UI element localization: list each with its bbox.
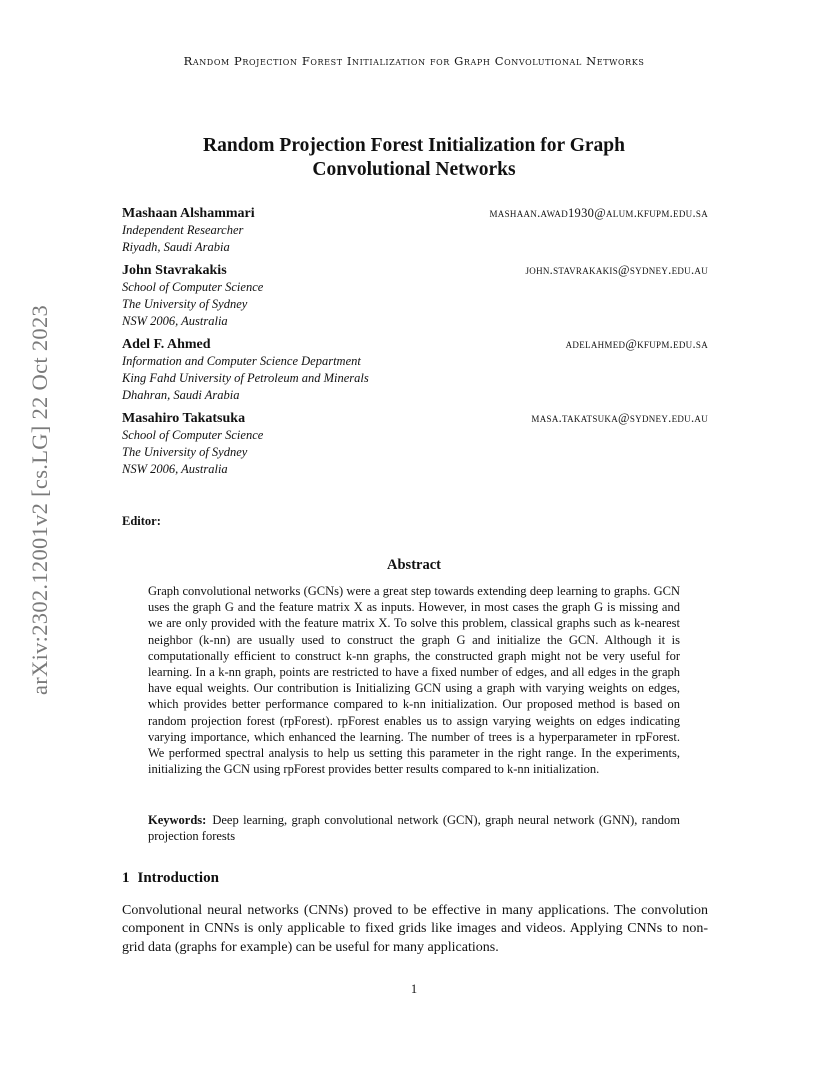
editor-label: Editor:: [122, 514, 161, 528]
affiliation-line: School of Computer Science: [122, 280, 264, 294]
author-entry: [122, 206, 708, 256]
title-line-2: Convolutional Networks: [312, 159, 516, 180]
author-entry: [122, 411, 708, 478]
arxiv-identifier: arXiv:2302.12001v2 [cs.LG] 22 Oct 2023: [27, 304, 52, 696]
author-name: Adel F. Ahmed: [122, 337, 211, 352]
affiliation-line: School of Computer Science: [122, 428, 264, 442]
author-entry: [122, 263, 708, 330]
author-name: John Stavrakakis: [122, 263, 227, 278]
section-number: 1: [122, 870, 130, 886]
author-entry: [122, 337, 708, 404]
affiliation-line: Independent Researcher: [122, 223, 244, 237]
author-name: Masahiro Takatsuka: [122, 411, 246, 426]
author-email: masa.takatsuka@sydney.edu.au: [531, 411, 708, 425]
abstract-heading: Abstract: [387, 557, 441, 573]
affiliation-line: Riyadh, Saudi Arabia: [122, 240, 230, 254]
section-title: Introduction: [137, 870, 219, 886]
keywords-label: Keywords:: [148, 813, 207, 827]
affiliation-line: The University of Sydney: [122, 445, 248, 459]
author-name: Mashaan Alshammari: [122, 206, 255, 221]
page-number: 1: [410, 982, 418, 996]
author-email: john.stavrakakis@sydney.edu.au: [525, 263, 708, 277]
author-email: mashaan.awad1930@alum.kfupm.edu.sa: [489, 206, 708, 220]
title-line-1: Random Projection Forest Initialization for Graph: [203, 135, 625, 156]
affiliation-line: NSW 2006, Australia: [122, 462, 228, 476]
affiliation-line: NSW 2006, Australia: [122, 314, 228, 328]
abstract-text: Graph convolutional networks (GCNs) were a great step towards extending deep learning to graphs. GCN uses the graph G and the feature matrix X as inputs. However, in most cases the graph G is missing and we are only provided with the feature matrix X. To solve this problem, classical graphs such as k-nearest neighbor (k-nn) are usually used to construct the graph G and initialize the GCN. Although it is computationally efficient to construct k-nn graphs, the constructed graph might not be very useful for learning. In a k-nn graph, points are restricted to have a fixed number of edges, and all edges in the graph have equal weights. Our contribution is Initializing GCN using a graph with varying weights on edges, which provides better performance compared to k-nn initialization. Our proposed method is based on random projection forest (rpForest). rpForest enables us to assign varying weights on edges indicating varying importance, which enhanced the learning. The number of trees is a hyperparameter in rpForest. We performed spectral analysis to help us setting this parameter in the right range. In the experiments, initializing the GCN using rpForest provides better results compared to k-nn initialization.: [148, 584, 680, 777]
author-block: [122, 206, 708, 485]
affiliation-line: King Fahd University of Petroleum and Minerals: [122, 371, 369, 385]
affiliation-line: Dhahran, Saudi Arabia: [122, 388, 240, 402]
introduction-paragraph: Convolutional neural networks (CNNs) proved to be effective in many applications. The convolution component in CNNs is only applicable to fixed grids like images and videos. Applying CNNs to non-grid data (graphs for example) can be useful for many applications.: [122, 903, 708, 955]
keywords-text: Deep learning, graph convolutional network (GCN), graph neural network (GNN), random projection forests: [148, 813, 680, 844]
keywords: [148, 812, 680, 844]
affiliation-line: Information and Computer Science Department: [122, 354, 361, 368]
running-head: Random Projection Forest Initialization for Graph Convolutional Networks: [183, 54, 645, 68]
paper-title: [150, 134, 678, 182]
author-email: adelahmed@kfupm.edu.sa: [565, 337, 708, 351]
affiliation-line: The University of Sydney: [122, 297, 248, 311]
section-heading: [122, 870, 219, 887]
